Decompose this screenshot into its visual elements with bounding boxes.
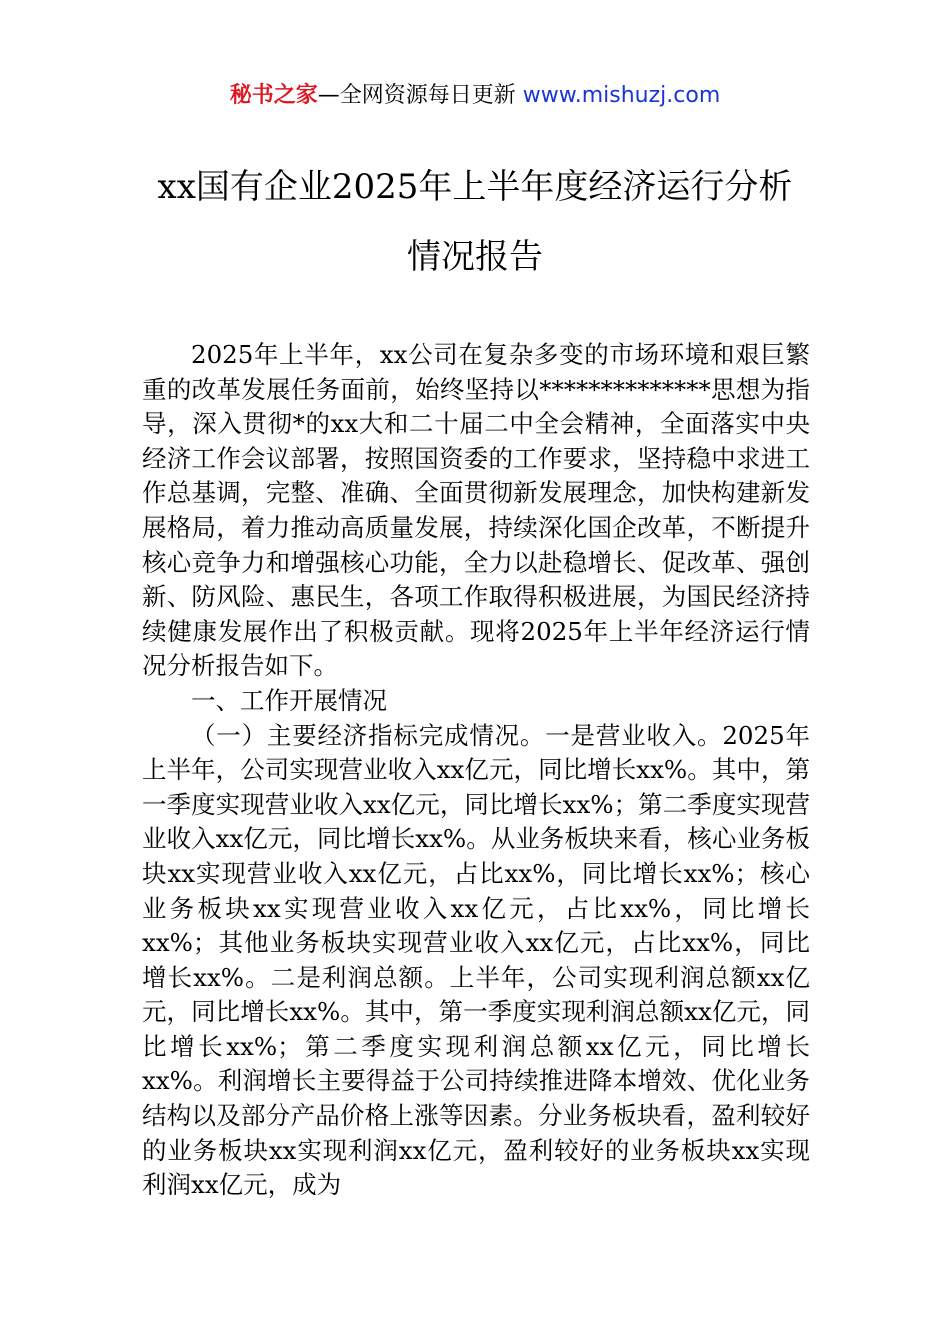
document-title — [60, 152, 890, 292]
intro-paragraph: 2025年上半年，xx公司在复杂多变的市场环境和艰巨繁重的改革发展任务面前，始终坚持以**************思想为指导，深入贯彻*的xx大和二十届二中全会精神，全面落实中央经济工作会议部署，按照国资委的工作要求，坚持稳中求进工作总基调，完整、准确、全面贯彻新发展理念，加快构建新发展格局，着力推动高质量发展，持续深化国企改革，不断提升核心竞争力和增强核心功能，全力以赴稳增长、促改革、强创新、防风险、惠民生，各项工作取得积极进展，为国民经济持续健康发展作出了积极贡献。现将2025年上半年经济运行情况分析报告如下。 — [142, 340, 810, 681]
document-title-line2: 情况报告 — [407, 237, 543, 277]
document-body — [142, 338, 810, 1203]
document-title-line1: xx国有企业2025年上半年度经济运行分析 — [157, 167, 793, 207]
site-slogan: —全网资源每日更新 — [317, 83, 516, 108]
section-heading: 一、工作开展情况 — [191, 685, 387, 715]
site-brand: 秘书之家 — [229, 83, 318, 108]
site-header — [0, 80, 950, 112]
indicators-paragraph: （一）主要经济指标完成情况。一是营业收入。2025年上半年，公司实现营业收入xx亿元，同比增长xx%。其中，第一季度实现营业收入xx亿元，同比增长xx%；第二季度实现营业收入xx亿元，同比增长xx%。从业务板块来看，核心业务板块xx实现营业收入xx亿元，占比xx%，同比增长xx%；核心业务板块xx实现营业收入xx亿元，占比xx%，同比增长xx%；其他业务板块实现营业收入xx亿元，占比xx%，同比增长xx%。二是利润总额。上半年，公司实现利润总额xx亿元，同比增长xx%。其中，第一季度实现利润总额xx亿元，同比增长xx%；第二季度实现利润总额xx亿元，同比增长xx%。利润增长主要得益于公司持续推进降本增效、优化业务结构以及部分产品价格上涨等因素。分业务板块看，盈利较好的业务板块xx实现利润xx亿元，盈利较好的业务板块xx实现利润xx亿元，成为 — [142, 720, 810, 1200]
site-url-link[interactable]: www.mishuzj.com — [522, 83, 721, 108]
